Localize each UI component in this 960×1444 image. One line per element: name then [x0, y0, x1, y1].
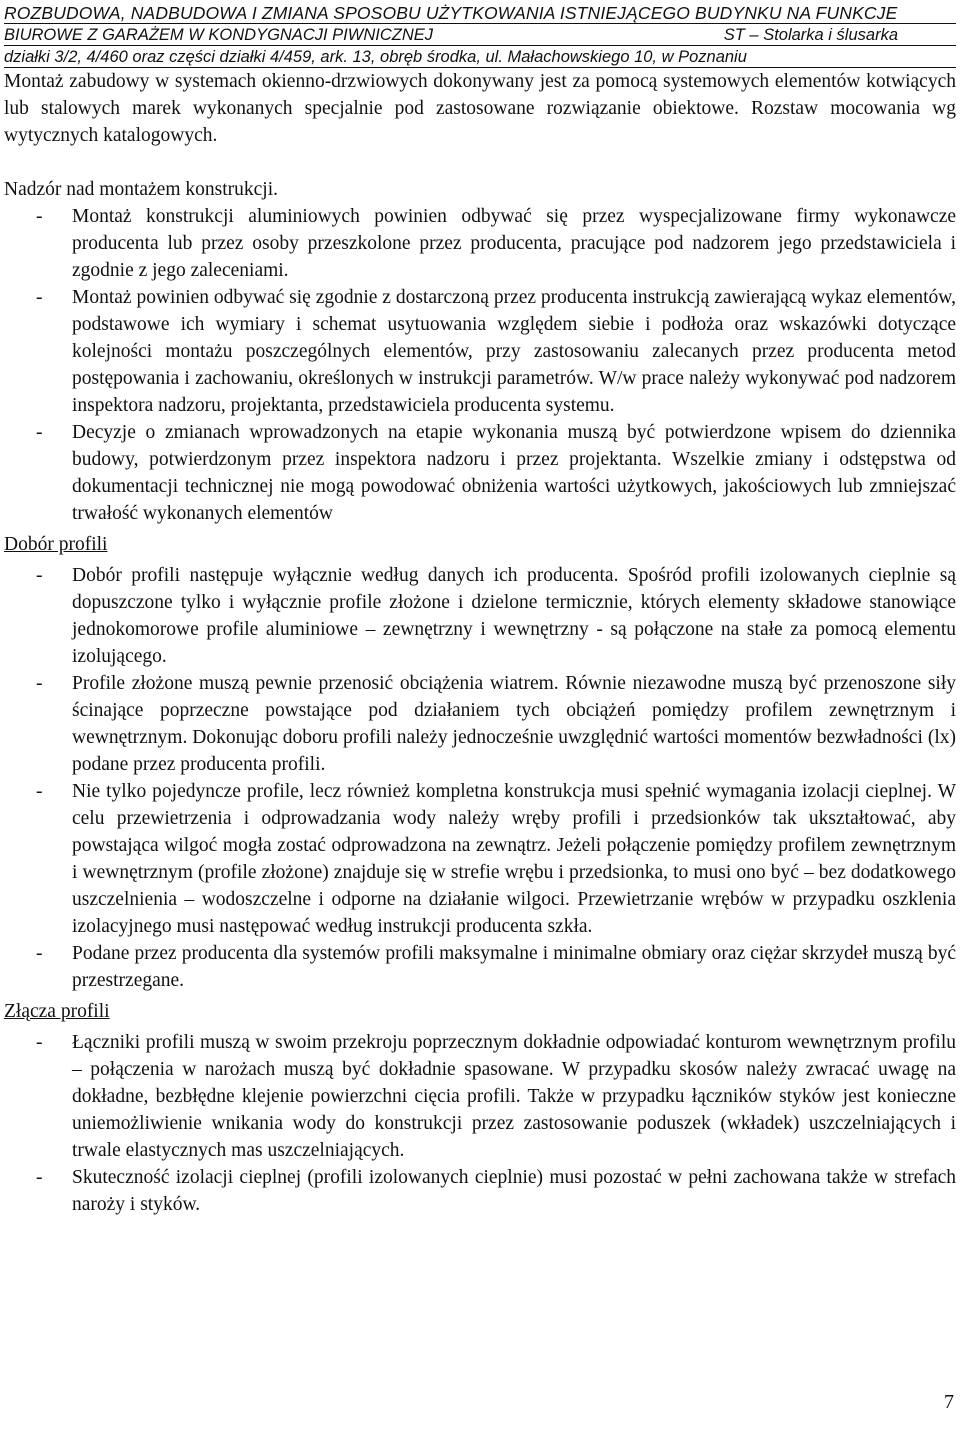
list-dash: - [36, 287, 43, 308]
list-item [4, 1164, 956, 1218]
list-item [4, 940, 956, 994]
header-line-1: ROZBUDOWA, NADBUDOWA I ZMIANA SPOSOBU UŻYTKOWANIA ISTNIEJĄCEGO BUDYNKU NA FUNKCJE [4, 3, 898, 23]
header-project-title: BIUROWE Z GARAŻEM W KONDYGNACJI PIWNICZNEJ [4, 26, 434, 44]
list-item-text: Skuteczność izolacji cieplnej (profili izolowanych cieplnie) musi pozostać w pełni zachowana także w strefach naroży i styków. [72, 1167, 956, 1215]
section-title-profile-joints: Złącza profili [4, 1001, 110, 1022]
list-item-text: Nie tylko pojedyncze profile, lecz również kompletna konstrukcja musi spełnić wymagania izolacji cieplnej. W celu przewietrzenia i odprowadzania wody należy wręby profili i przedsionków tak ukształtować, aby powstająca wilgoć mogła zostać odprowadzona na zewnątrz. Jeżeli połączenie pomiędzy profilem zewnętrznym i wewnętrznym (profile złożone) znajduje się w strefie wrębu i przedsionka, to musi ono być – bez dodatkowego uszczelnienia – wodoszczelne i odporne na działanie wilgoci. Przewietrzanie wrębów w przypadku oszklenia izolacyjnego musi następować według instrukcji producenta szkła. [72, 781, 956, 937]
list-item-text: Decyzje o zmianach wprowadzonych na etapie wykonania muszą być potwierdzone wpisem do dziennika budowy, potwierdzonym przez inspektora nadzoru i przez projektanta. Wszelkie zmiany i odstępstwa od dokumentacji technicznej nie mogą powodować obniżenia wartości użytkowych, jakościowych lub zmniejszać trwałość wykonanych elementów [72, 422, 956, 524]
header-section-title: ST – Stolarka i ślusarka [723, 26, 898, 44]
list-dash: - [36, 422, 43, 443]
list-item [4, 562, 956, 670]
intro-paragraph: Montaż zabudowy w systemach okienno-drzwiowych dokonywany jest za pomocą systemowych elementów kotwiących lub stalowych marek wykonanych specjalnie pod zastosowane rozwiązanie obiektowe. Rozstaw mocowania wg wytycznych katalogowych. [4, 71, 956, 146]
list-item-text: Łączniki profili muszą w swoim przekroju poprzecznym dokładnie odpowiadać konturom wewnętrznym profilu – połączenia w narożach muszą być dokładnie spasowane. W przypadku skosów należy zwracać uwagę na dokładne, bezbłędne klejenie powierzchni cięcia profili. Także w przypadku łączników styków jest konieczne uniemożliwienie wnikania wody do konstrukcji przez zastosowanie poduszek (wkładek) uszczelniających i trwale elastycznych mas uszczelniających. [72, 1032, 956, 1161]
list-dash: - [36, 673, 43, 694]
section-title-profile-selection: Dobór profili [4, 534, 108, 555]
list-item-text: Dobór profili następuje wyłącznie według danych ich producenta. Spośród profili izolowanych cieplnie są dopuszczone tylko i wyłącznie profile złożone i dzielone termicznie, których elementy składowe stanowiące jednokomorowe profile aluminiowe – zewnętrzny i wewnętrzny - są połączone na stałe za pomocą elementu izolującego. [72, 565, 956, 667]
list-item-text: Montaż konstrukcji aluminiowych powinien odbywać się przez wyspecjalizowane firmy wykonawcze producenta lub przez osoby przeszkolone przez producenta, pracujące pod nadzorem jego przedstawiciela i zgodnie z jego zaleceniami. [72, 206, 956, 281]
list-item [4, 1029, 956, 1164]
page-number: 7 [944, 1391, 954, 1413]
section-title-supervision: Nadzór nad montażem konstrukcji. [4, 179, 278, 200]
list-item [4, 284, 956, 419]
document-body [4, 68, 956, 1218]
list-dash: - [36, 1032, 43, 1053]
list-item-text: Podane przez producenta dla systemów profili maksymalne i minimalne obmiary oraz ciężar skrzydeł muszą być przestrzegane. [72, 943, 956, 991]
list-dash: - [36, 943, 43, 964]
header-line-2 [4, 24, 956, 46]
paragraph-gap [4, 149, 956, 176]
page-header [4, 2, 956, 68]
list-item [4, 670, 956, 778]
list-item [4, 419, 956, 527]
list-item-text: Montaż powinien odbywać się zgodnie z dostarczoną przez producenta instrukcją zawierającą wykaz elementów, podstawowe ich wymiary i schemat usytuowania względem siebie i podłoża oraz wskazówki dotyczące kolejności montażu poszczególnych elementów, przy zastosowaniu zalecanych przez producenta metod postępowania i zachowaniu, określonych w instrukcji parametrów. W/w prace należy wykonywać pod nadzorem inspektora nadzoru, projektanta, przedstawiciela producenta systemu. [72, 287, 956, 416]
list-item-text: Profile złożone muszą pewnie przenosić obciążenia wiatrem. Równie niezawodne muszą być przenoszone siły ścinające poprzeczne powstające pod działaniem tych obciążeń pomiędzy profilem zewnętrznym i wewnętrznym. Dokonując doboru profili należy jednocześnie uwzględnić wartości momentów bezwładności (lx) podane przez producenta profili. [72, 673, 956, 775]
list-item [4, 778, 956, 940]
list-dash: - [36, 781, 43, 802]
list-dash: - [36, 206, 43, 227]
header-line-3: działki 3/2, 4/460 oraz części działki 4/459, ark. 13, obręb środka, ul. Małachowskiego 10, w Poznaniu [4, 48, 747, 66]
list-dash: - [36, 565, 43, 586]
list-dash: - [36, 1167, 43, 1188]
list-item [4, 203, 956, 284]
